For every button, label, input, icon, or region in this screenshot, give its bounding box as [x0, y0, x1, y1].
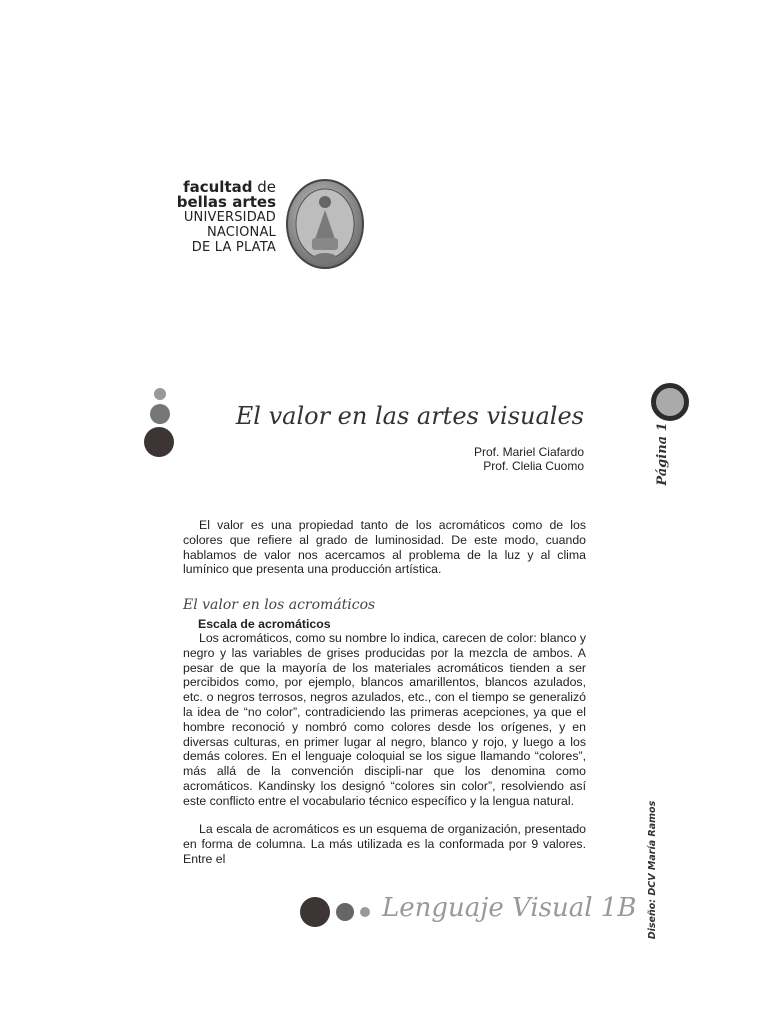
footer-dot-medium — [336, 903, 354, 921]
body-paragraph-3 — [183, 822, 586, 866]
paragraph-2-text: Los acromáticos, como su nombre lo indica, carecen de color: blanco y negro y las variables de grises producidas por la mezcla de ambos. A pesar de que la mayoría de los materiales acromáticos tienden a ser percibidos como, por ejemplo, blancos amarillentos, blancos azulados, etc. o negros terrosos, negros azulados, etc., con el tiempo se generalizó la idea de “no color”, contradiciendo las primeras acepciones, ya que el hombre reconoció y nombró como colores desde los orígenes, y en diversas culturas, en primer lugar al negro, blanco y rojo, y luego a los demás colores. En el lenguaje coloquial se los sigue llamando “colores”, más allá de la convención discipli-nar que los denomina como acromáticos. Kandinsky los designó “colores sin color”, resolviendo así este conflicto entre el vocabulario técnico específico y la lengua natural. — [183, 631, 586, 808]
decor-dot-small — [154, 388, 166, 400]
footer-title: Lenguaje Visual 1B — [382, 893, 637, 923]
logo-line-4: NACIONAL — [207, 225, 276, 240]
decor-dot-large — [144, 427, 174, 457]
subsection-title: Escala de acromáticos — [198, 617, 331, 631]
body-paragraph-2 — [183, 631, 586, 809]
footer-dot-small — [360, 907, 370, 917]
logo-line-1-rest: de — [257, 178, 276, 196]
decor-dot-medium — [150, 404, 170, 424]
intro-paragraph — [183, 518, 586, 577]
design-credit: Diseño: DCV María Ramos — [647, 800, 658, 940]
page-number-label: Página 1 — [655, 422, 670, 486]
intro-text: El valor es una propiedad tanto de los acromáticos como de los colores que refiere al grado de luminosidad. De este modo, cuando hablamos de valor nos acercamos al problema de la luz y al clima lumínico que presenta una producción artística. — [183, 518, 586, 577]
logo-line-3: UNIVERSIDAD — [183, 210, 276, 225]
faculty-logo-text — [160, 180, 276, 255]
logo-line-2: bellas artes — [176, 193, 276, 211]
logo-line-5: DE LA PLATA — [191, 240, 276, 255]
footer-dot-large — [300, 897, 330, 927]
logo-line-1-bold: facultad — [183, 178, 253, 196]
document-title: El valor en las artes visuales — [235, 402, 584, 430]
university-seal-icon — [284, 172, 366, 272]
author-1: Prof. Mariel Ciafardo — [473, 445, 584, 459]
paragraph-3-text: La escala de acromáticos es un esquema de organización, presentado en forma de columna. La más utilizada es la conformada por 9 valores. Entre el — [183, 822, 586, 866]
author-2: Prof. Clelia Cuomo — [483, 459, 584, 473]
section-title: El valor en los acromáticos — [183, 597, 376, 613]
